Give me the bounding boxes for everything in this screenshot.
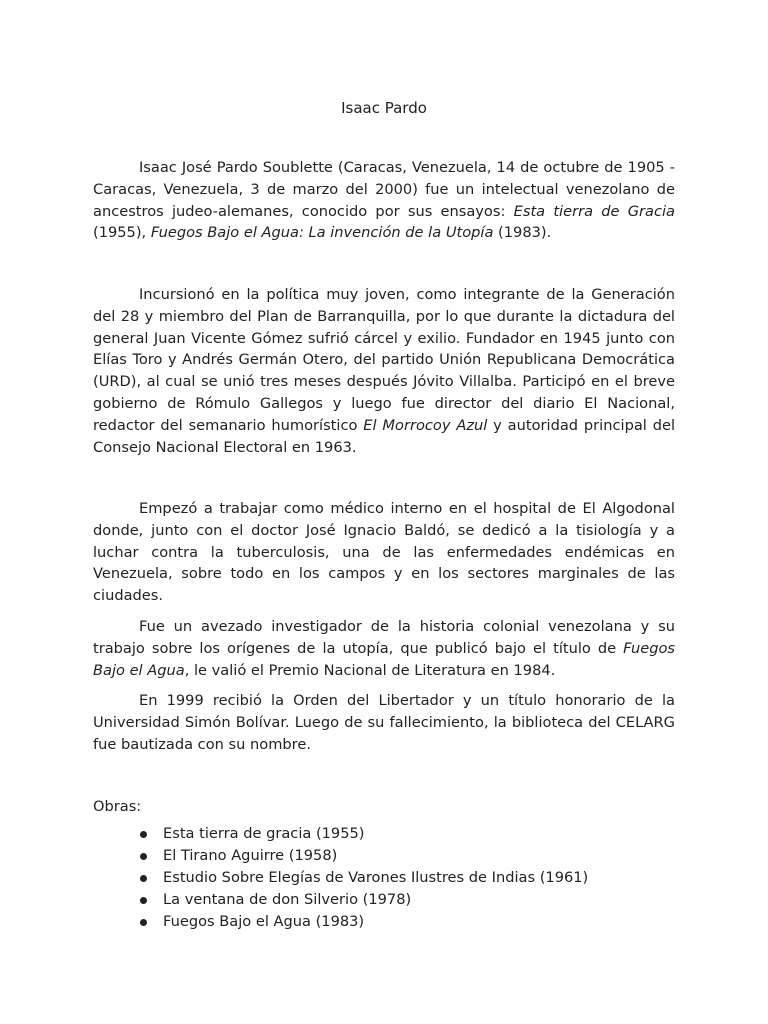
paragraph-text: Isaac José Pardo Soublette (Caracas, Venezuela, 14 de octubre de 1905 - Caracas, Venezuela, 3 de marzo del 2000) fue un intelectual venezolano de ancestros judeo-alemanes, conocido por sus ensayos:	[93, 159, 675, 220]
paragraph-text: Empezó a trabajar como médico interno en el hospital de El Algodonal donde, junto con el doctor José Ignacio Baldó, se dedicó a la tisiología y a luchar contra la tuberculosis, una de las enfermedades endémicas en Venezuela, sobre todo en los campos y en los sectores marginales de las ciudades.	[93, 500, 675, 605]
paragraph-intro	[93, 157, 675, 244]
list-item: Estudio Sobre Elegías de Varones Ilustres de Indias (1961)	[93, 867, 588, 889]
document-title: Isaac Pardo	[341, 99, 427, 117]
list-item: El Tirano Aguirre (1958)	[93, 845, 588, 867]
paragraph-text: Fue un avezado investigador de la historia colonial venezolana y su trabajo sobre los orígenes de la utopía, que publicó bajo el título de	[93, 618, 675, 657]
paragraph-research	[93, 616, 675, 681]
works-heading: Obras:	[93, 798, 142, 815]
paragraph-medicine	[93, 498, 675, 607]
paragraph-text: (1955),	[93, 224, 151, 242]
list-item: Esta tierra de gracia (1955)	[93, 823, 588, 845]
book-title-italic: Fuegos Bajo el Agua: La invención de la Utopía	[150, 224, 494, 242]
paragraph-text: Incursionó en la política muy joven, como integrante de la Generación del 28 y miembro del Plan de Barranquilla, por lo que durante la dictadura del general Juan Vicente Gómez sufrió cárcel y exilio. Fundador en 1945 junto con Elías Toro y Andrés Germán Otero, del partido Unión Republicana Democrática (URD), al cual se unió tres meses después Jóvito Villalba. Participó en el breve gobierno de Rómulo Gallegos y luego fue director del diario El Nacional, redactor del semanario humorístico	[93, 286, 675, 434]
publication-title-italic: El Morrocoy Azul	[363, 416, 488, 434]
paragraph-politics	[93, 284, 675, 458]
works-list	[93, 823, 588, 933]
book-title-italic: Fuegos Bajo el Agua	[93, 639, 675, 679]
list-item: Fuegos Bajo el Agua (1983)	[93, 911, 588, 933]
paragraph-text: (1983).	[493, 224, 552, 242]
paragraph-text: y autoridad principal del Consejo Nacional Electoral en 1963.	[93, 416, 675, 456]
list-item: La ventana de don Silverio (1978)	[93, 889, 588, 911]
paragraph-text: , le valió el Premio Nacional de Literatura en 1984.	[184, 661, 556, 679]
paragraph-honors	[93, 690, 675, 755]
book-title-italic: Esta tierra de Gracia	[513, 202, 676, 220]
paragraph-text: En 1999 recibió la Orden del Libertador y un título honorario de la Universidad Simón Bolívar. Luego de su fallecimiento, la biblioteca del CELARG fue bautizada con su nombre.	[93, 692, 675, 753]
